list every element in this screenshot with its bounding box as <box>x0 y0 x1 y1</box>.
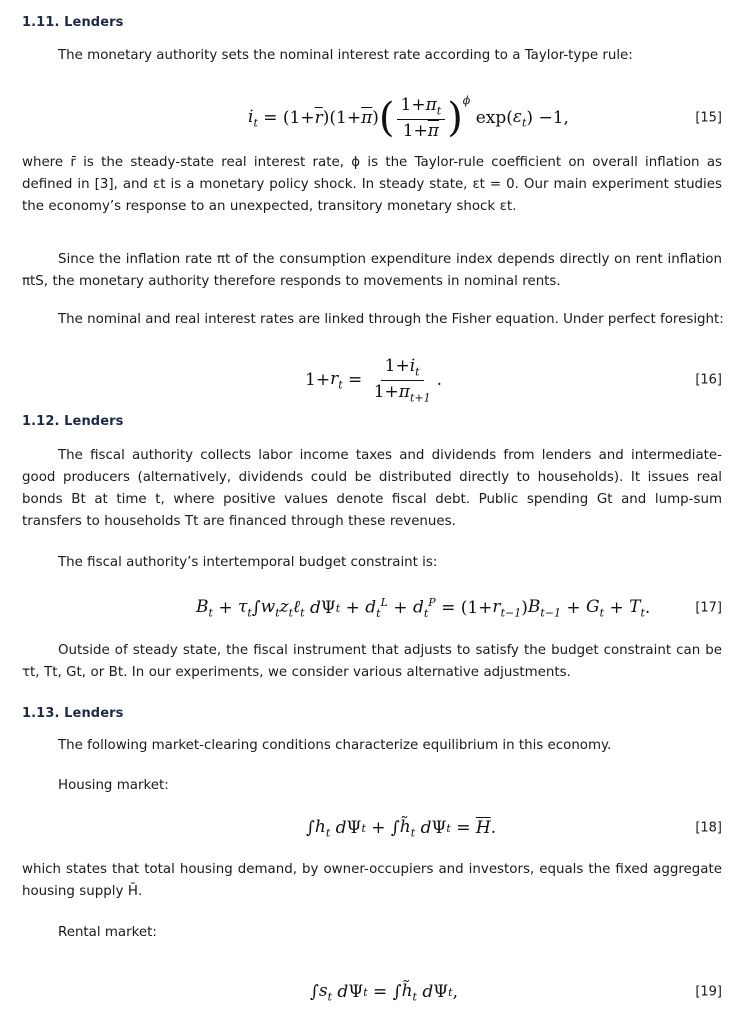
paragraph-fiscal-instrument: Outside of steady state, the fiscal instrument that adjusts to satisfy the budget constraint can be τt, Tt, Gt, or Bt. In our experiments, we consider various alternative adjustments. <box>22 643 722 680</box>
paragraph-after-eq15: where r̄ is the steady-state real interest rate, ϕ is the Taylor-rule coefficient on overall inflation as defined in [3], and εt is a monetary policy shock. In steady state, εt = 0. Our main experiment studies the economy’s response to an unexpected, transitory monetary shock εt. <box>22 155 722 214</box>
paragraph-rent-inflation: Since the inflation rate πt of the consumption expenditure index depends directly on rent inflation πtS, the monetary authority therefore responds to movements in nominal rents. <box>22 252 722 289</box>
paragraph-after-eq18: which states that total housing demand, by owner-occupiers and investors, equals the fixed aggregate housing supply H̄. <box>22 862 722 899</box>
equation-number-17: [17] <box>695 600 722 616</box>
paragraph-budget-intro: The fiscal authority’s intertemporal budget constraint is: <box>58 555 438 570</box>
equation-18: ∫ $h_t$ d Ψ t + ∫ $h̃_t$ d Ψ t = $\overline{H}$ . [18] <box>306 816 722 840</box>
equation-19: ∫ $s_t$ d Ψ t = ∫ $h̃_t$ d Ψ t , [19] <box>310 980 722 1004</box>
equation-number-16: [16] <box>695 372 722 388</box>
paragraph-fiscal-authority: The fiscal authority collects labor income taxes and dividends from lenders and intermediate-good producers (alternatively, dividends could be distributed directly to households). It issues real bonds Bt at time t, where positive values denote fiscal debt. Public spending Gt and lump-sum transfers to households Tt are financed through these revenues. <box>22 448 722 529</box>
label-housing-market: Housing market: <box>58 778 169 793</box>
equation-number-18: [18] <box>695 820 722 836</box>
equation-17: $B_t$ + $\tau_t$ ∫ $w_tz_t\ell_t$ d Ψ t + $d_t^L$ + $d_t^P$ = (1+ $r_{t-1}$ ) $B_{t-1}$ + $G_t$ + $T_t$ . [17] <box>196 595 722 621</box>
equation-15: $i_t$ = (1+ $\overline{r}$ )(1+ $\overline{\pi}$ ) ( $\frac{1+\pi_t}{1+\overline{\pi}}$ ) $^\phi$ exp( $\varepsilon_t$ ) −1, [15] <box>248 93 722 141</box>
equation-number-19: [19] <box>695 984 722 1000</box>
equation-number-15: [15] <box>695 110 722 126</box>
section-heading-1-11: 1.11. Lenders <box>22 15 124 30</box>
paragraph-fisher-intro: The nominal and real interest rates are linked through the Fisher equation. Under perfect foresight: <box>58 312 724 327</box>
equation-16: 1+ $r_t$ = $\frac{1+i_t}{1+\pi_{t+1}}$ . [16] <box>305 356 722 404</box>
section-heading-1-12: 1.12. Lenders <box>22 414 124 429</box>
paragraph-market-clearing: The following market-clearing conditions characterize equilibrium in this economy. <box>58 738 612 753</box>
label-rental-market: Rental market: <box>58 925 157 940</box>
section-heading-1-13: 1.13. Lenders <box>22 706 124 721</box>
paragraph-taylor-intro: The monetary authority sets the nominal interest rate according to a Taylor-type rule: <box>58 48 633 63</box>
